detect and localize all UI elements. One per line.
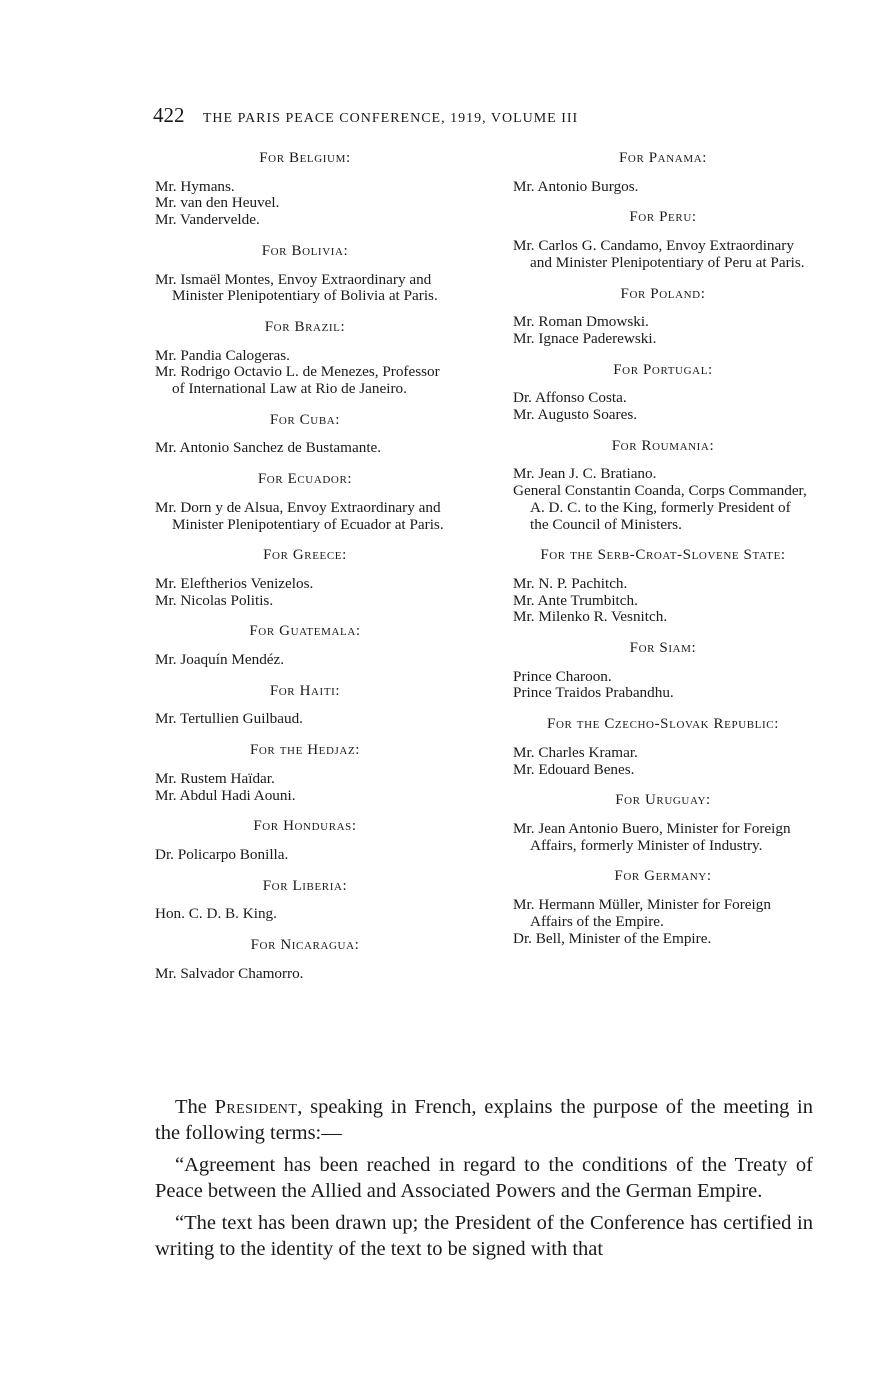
delegate-entry: Dr. Policarpo Bonilla. (155, 845, 289, 863)
paragraph-2: “Agreement has been reached in regard to the conditions of the Treaty of Peace between the Allied and Associated Powers and the German Empire. (155, 1154, 813, 1202)
delegation-heading: For Honduras: (253, 818, 357, 835)
delegate-entry: Mr. Milenko R. Vesnitch. (513, 608, 668, 626)
delegate-entry: Mr. Joaquín Mendéz. (155, 651, 285, 669)
delegate-entry: Mr. Rodrigo Octavio L. de Menezes, Professor of International Law at Rio de Janeiro. (155, 363, 440, 398)
delegation-group (155, 547, 455, 609)
delegate-entry: Mr. Augusto Soares. (513, 406, 638, 424)
delegation-group (155, 412, 455, 457)
delegation-group (513, 868, 813, 947)
delegate-entry: Mr. Charles Kramar. (513, 743, 638, 761)
p1-president: President (214, 1096, 298, 1118)
left-column (155, 150, 455, 997)
right-column (513, 150, 813, 961)
delegate-entry: Dr. Affonso Costa. (513, 389, 627, 407)
p1-prefix: The (175, 1096, 215, 1118)
delegation-group (155, 818, 455, 863)
p1-rest: , speaking in French, explains the purpose of the meeting in the following terms:— (155, 1096, 813, 1144)
delegate-entry: Mr. van den Heuvel. (155, 194, 280, 212)
delegation-group (155, 623, 455, 668)
delegate-entry: Mr. Eleftherios Venizelos. (155, 574, 314, 592)
delegation-heading: For Bolivia: (261, 242, 349, 259)
delegate-entry: Prince Traidos Prabandhu. (513, 684, 674, 702)
delegation-heading: For the Serb-Croat-Slovene State: (540, 547, 786, 564)
delegation-group (155, 243, 455, 305)
delegation-group (155, 742, 455, 804)
delegation-group (513, 438, 813, 534)
delegation-group (155, 937, 455, 982)
delegate-entry: Mr. Ante Trumbitch. (513, 591, 638, 609)
delegate-entry: Mr. Abdul Hadi Aouni. (155, 786, 296, 804)
delegation-heading: For Germany: (614, 868, 712, 885)
delegate-entry: Mr. Roman Dmowski. (513, 313, 649, 331)
delegation-heading: For Poland: (620, 285, 706, 302)
delegation-heading: For Uruguay: (615, 792, 711, 809)
delegation-heading: For the Hedjaz: (249, 742, 361, 759)
delegation-heading: For Portugal: (613, 361, 713, 378)
delegate-entry: Mr. Ignace Paderewski. (513, 329, 657, 347)
delegation-group (513, 792, 813, 854)
delegate-entry: Mr. Ismaël Montes, Envoy Extraordinary and Minister Plenipotentiary of Bolivia at Paris. (155, 270, 438, 305)
delegation-group (513, 209, 813, 271)
delegation-heading: For Haiti: (269, 682, 341, 699)
delegation-group (155, 150, 455, 229)
delegate-entry: Mr. Antonio Sanchez de Bustamante. (155, 439, 382, 457)
delegate-entry: Mr. Rustem Haïdar. (155, 769, 275, 787)
delegate-entry: Mr. Dorn y de Alsua, Envoy Extraordinary and Minister Plenipotentiary of Ecuador at Paris. (155, 498, 444, 533)
body-text (155, 1095, 813, 1269)
delegation-heading: For Ecuador: (257, 471, 353, 488)
delegate-entry: Mr. Vandervelde. (155, 211, 260, 229)
delegation-group (513, 362, 813, 424)
delegate-entry: Mr. Jean J. C. Bratiano. (513, 465, 657, 483)
delegate-entry: General Constantin Coanda, Corps Commander, A. D. C. to the King, formerly President of the Council of Ministers. (513, 482, 807, 533)
delegation-heading: For Roumania: (611, 437, 715, 454)
delegation-group (155, 319, 455, 398)
delegate-entry: Mr. Nicolas Politis. (155, 591, 274, 609)
delegate-entry: Mr. Tertullien Guilbaud. (155, 710, 303, 728)
delegation-heading: For Guatemala: (249, 623, 361, 640)
delegate-entry: Mr. Pandia Calogeras. (155, 346, 290, 364)
delegation-group (513, 150, 813, 195)
delegation-heading: For Siam: (629, 640, 697, 657)
delegation-heading: For Panama: (618, 150, 708, 166)
running-header (153, 103, 813, 128)
delegation-heading: For Belgium: (259, 150, 351, 166)
delegate-entry: Mr. Hermann Müller, Minister for Foreign Affairs of the Empire. (513, 896, 771, 930)
delegation-heading: For Greece: (263, 547, 347, 564)
delegation-heading: For the Czecho-Slovak Republic: (547, 716, 779, 733)
delegate-entry: Mr. Antonio Burgos. (513, 177, 639, 195)
delegate-entry: Hon. C. D. B. King. (155, 905, 277, 923)
delegate-entry: Mr. Hymans. (155, 177, 235, 195)
delegate-entry: Mr. Jean Antonio Buero, Minister for Foreign Affairs, formerly Minister of Industry. (513, 819, 791, 854)
delegate-entry: Mr. N. P. Pachitch. (513, 574, 628, 592)
delegation-group (513, 286, 813, 348)
delegation-group (513, 547, 813, 626)
delegation-group (513, 640, 813, 702)
delegate-entry: Mr. Edouard Benes. (513, 760, 635, 778)
delegation-group (155, 683, 455, 728)
running-title: THE PARIS PEACE CONFERENCE, 1919, VOLUME III (202, 111, 579, 126)
delegation-group (513, 716, 813, 778)
paragraph-1 (155, 1095, 813, 1146)
delegation-heading: For Cuba: (269, 411, 341, 428)
paragraph-3: “The text has been drawn up; the President of the Conference has certified in writing to the identity of the text to be signed with that (155, 1212, 813, 1260)
delegation-group (155, 471, 455, 533)
delegate-entry: Dr. Bell, Minister of the Empire. (513, 929, 712, 947)
delegation-heading: For Peru: (629, 209, 697, 226)
delegate-entry: Prince Charoon. (513, 667, 612, 685)
page-number: 422 (153, 103, 185, 127)
delegation-heading: For Brazil: (264, 318, 346, 335)
delegation-group (155, 878, 455, 923)
delegation-heading: For Liberia: (262, 877, 348, 894)
delegate-entry: Mr. Carlos G. Candamo, Envoy Extraordinary and Minister Plenipotentiary of Peru at Paris. (513, 237, 805, 271)
delegate-entry: Mr. Salvador Chamorro. (155, 964, 304, 982)
delegation-heading: For Nicaragua: (250, 937, 360, 954)
